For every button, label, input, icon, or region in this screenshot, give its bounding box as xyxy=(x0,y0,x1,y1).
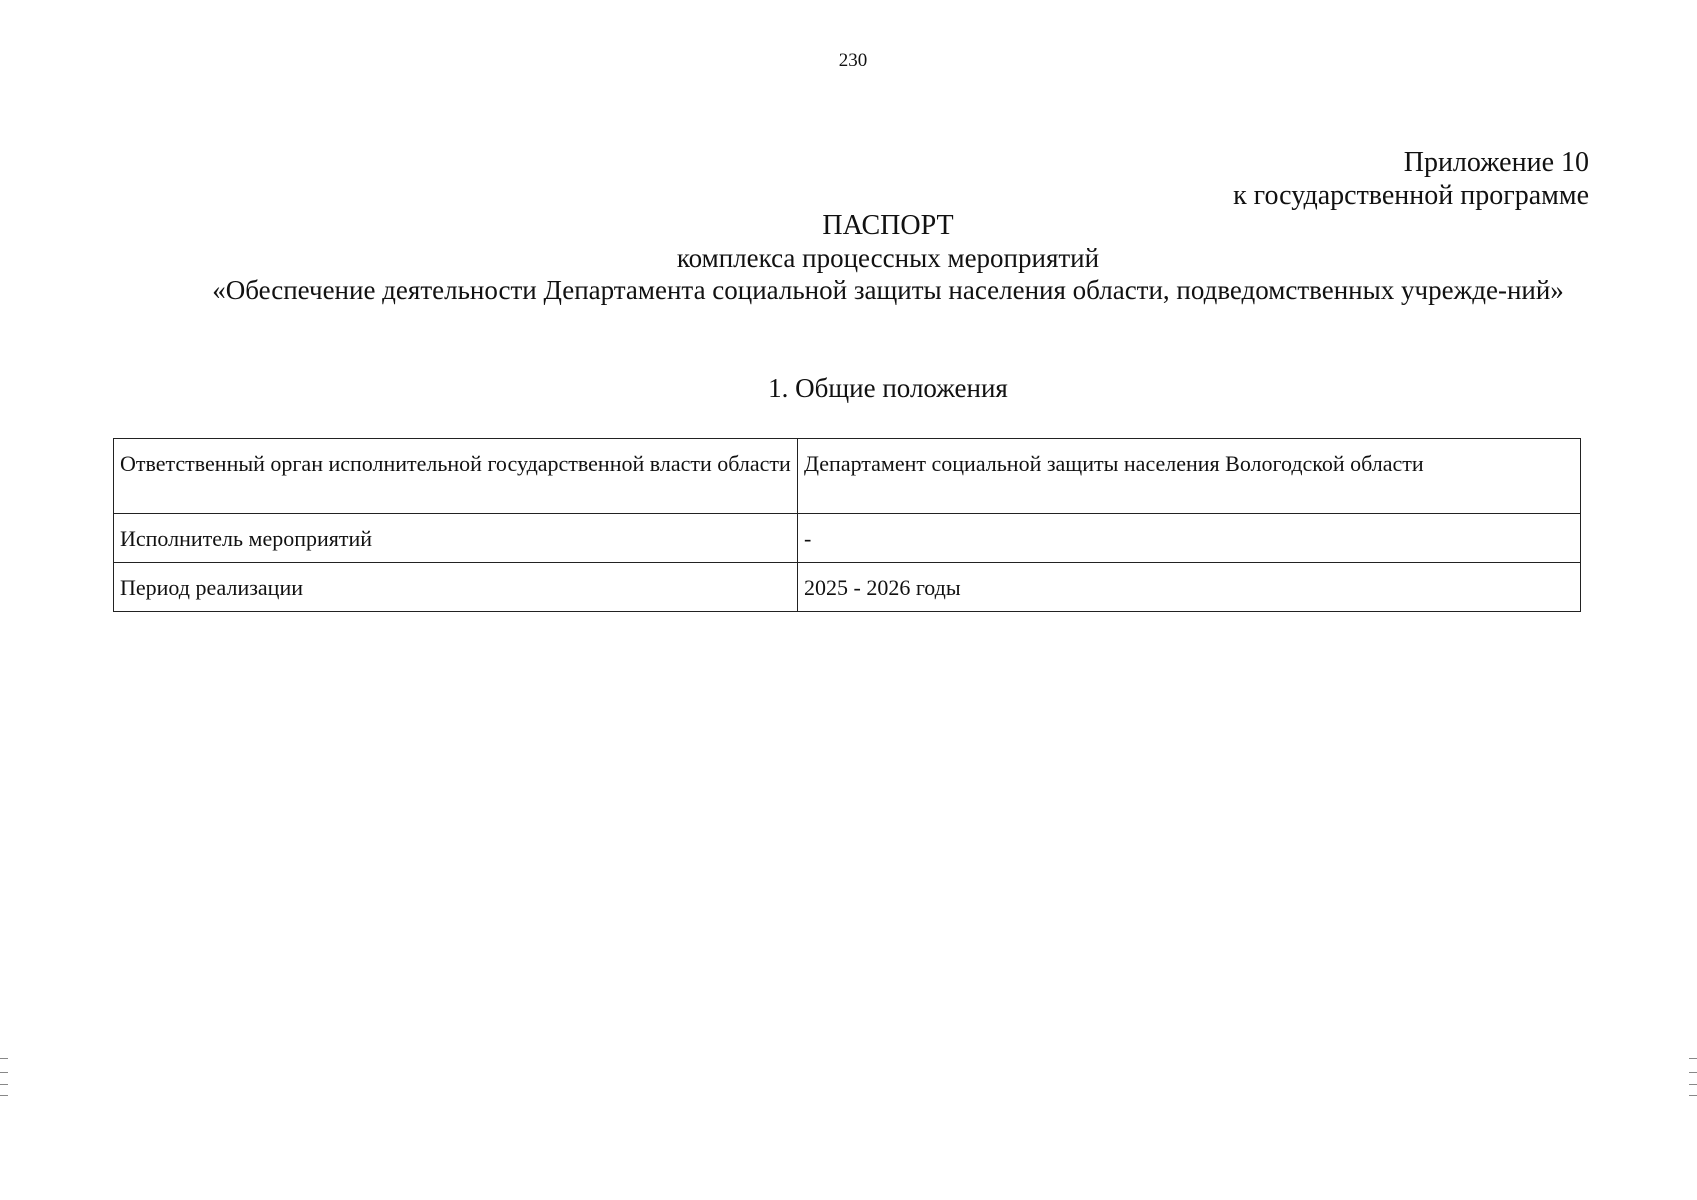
section-heading: 1. Общие положения xyxy=(768,373,1008,403)
table-row xyxy=(114,563,1581,612)
row-value-executor: - xyxy=(798,514,1581,563)
row-value-responsible-body: Департамент социальной защиты населения Вологодской области xyxy=(798,439,1581,514)
scan-margin-mark xyxy=(0,1084,8,1085)
scan-margin-mark xyxy=(1689,1084,1697,1085)
table-row xyxy=(114,514,1581,563)
scan-margin-mark xyxy=(0,1095,8,1096)
general-provisions-table xyxy=(113,438,1581,612)
complex-name: «Обеспечение деятельности Департамента социальной защиты населения области, подведомственных учрежде-ний» xyxy=(212,275,1564,305)
scan-margin-mark xyxy=(0,1072,8,1073)
document-title xyxy=(200,210,1576,306)
scan-margin-mark xyxy=(1689,1072,1697,1073)
row-label-period: Период реализации xyxy=(114,563,798,612)
appendix-reference xyxy=(1233,146,1589,212)
appendix-line-1: Приложение 10 xyxy=(1403,147,1589,178)
passport-subtitle: комплекса процессных мероприятий xyxy=(676,243,1100,273)
scan-margin-mark xyxy=(1689,1058,1697,1059)
row-label-responsible-body: Ответственный орган исполнительной государственной власти области xyxy=(114,439,798,514)
row-value-period: 2025 - 2026 годы xyxy=(798,563,1581,612)
passport-heading: ПАСПОРТ xyxy=(822,210,954,241)
row-label-executor: Исполнитель мероприятий xyxy=(114,514,798,563)
appendix-line-2: к государственной программе xyxy=(1233,180,1589,211)
scan-margin-mark xyxy=(1689,1095,1697,1096)
table-row xyxy=(114,439,1581,514)
page-number: 230 xyxy=(838,50,868,71)
scan-margin-mark xyxy=(0,1058,8,1059)
